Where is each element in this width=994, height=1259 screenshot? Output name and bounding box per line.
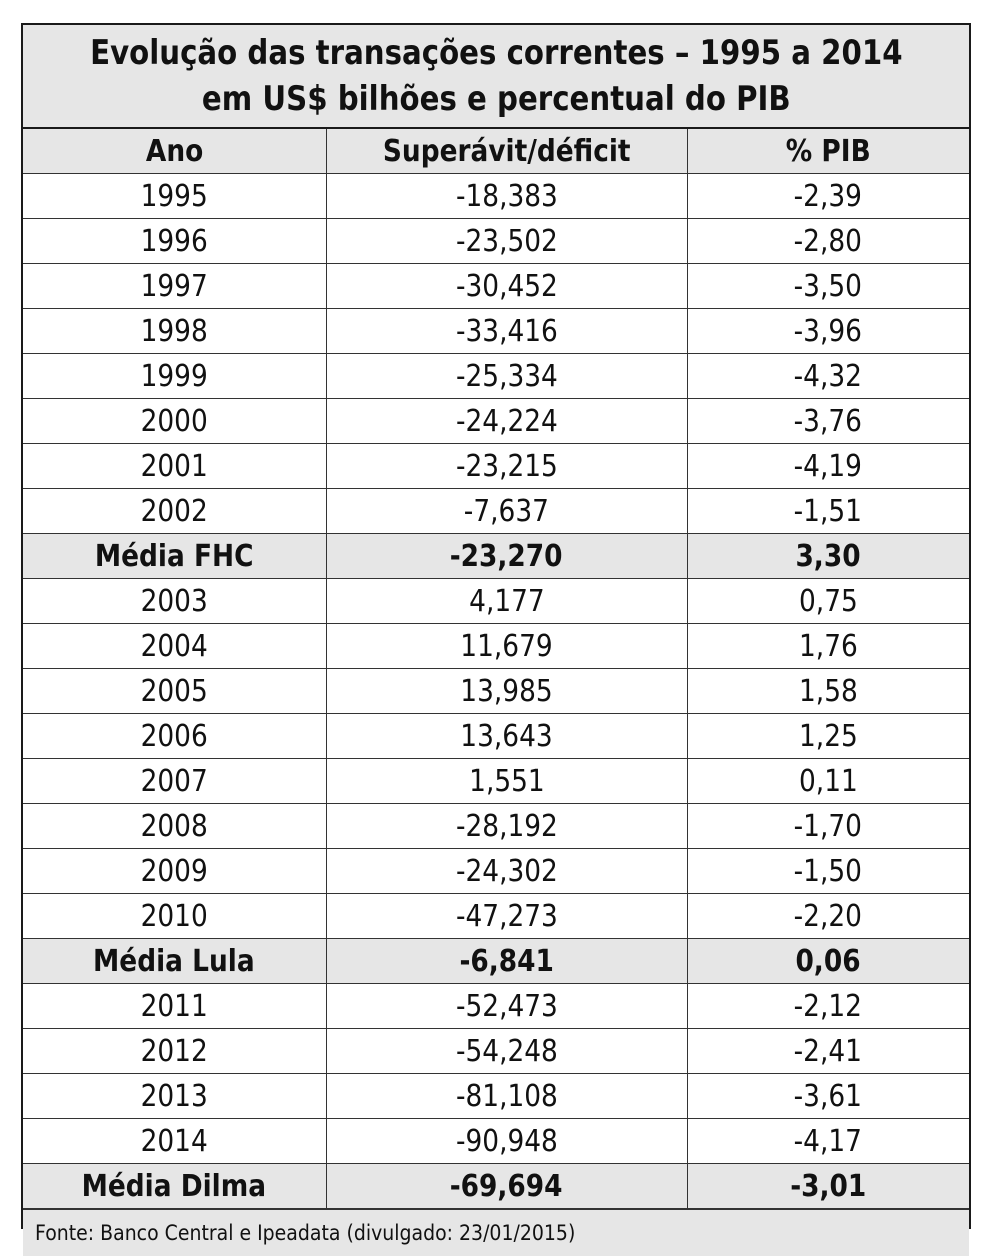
cell-balance: -24,224 [326, 399, 687, 444]
table-row [23, 219, 969, 264]
cell-balance: -23,502 [326, 219, 687, 264]
table-row [23, 579, 969, 624]
cell-balance: -18,383 [326, 174, 687, 219]
table-row [23, 309, 969, 354]
cell-balance: -69,694 [326, 1164, 687, 1209]
cell-year: 2008 [23, 804, 326, 849]
cell-balance: -47,273 [326, 894, 687, 939]
column-header-ano: Ano [23, 129, 326, 174]
cell-balance: -25,334 [326, 354, 687, 399]
cell-year: 2000 [23, 399, 326, 444]
cell-year: 1998 [23, 309, 326, 354]
cell-gdp-percent: 1,76 [687, 624, 969, 669]
cell-balance: -24,302 [326, 849, 687, 894]
cell-gdp-percent: -3,76 [687, 399, 969, 444]
table-row [23, 399, 969, 444]
cell-balance: -28,192 [326, 804, 687, 849]
cell-gdp-percent: -2,20 [687, 894, 969, 939]
cell-gdp-percent: -3,96 [687, 309, 969, 354]
average-row [23, 939, 969, 984]
table-row [23, 849, 969, 894]
column-header-pib: % PIB [687, 129, 969, 174]
cell-balance: -7,637 [326, 489, 687, 534]
cell-year: 1999 [23, 354, 326, 399]
cell-year: 2001 [23, 444, 326, 489]
cell-gdp-percent: -4,19 [687, 444, 969, 489]
cell-balance: 4,177 [326, 579, 687, 624]
cell-balance: 11,679 [326, 624, 687, 669]
table-title [23, 25, 969, 129]
cell-year: 2011 [23, 984, 326, 1029]
column-header-saldo: Superávit/déficit [326, 129, 687, 174]
cell-gdp-percent: -2,39 [687, 174, 969, 219]
cell-balance: 1,551 [326, 759, 687, 804]
cell-gdp-percent: -2,41 [687, 1029, 969, 1074]
cell-gdp-percent: -2,12 [687, 984, 969, 1029]
cell-year: Média Lula [23, 939, 326, 984]
cell-gdp-percent: 0,11 [687, 759, 969, 804]
table-row [23, 1074, 969, 1119]
cell-year: 1996 [23, 219, 326, 264]
cell-year: 2013 [23, 1074, 326, 1119]
cell-balance: -81,108 [326, 1074, 687, 1119]
table-row [23, 894, 969, 939]
cell-gdp-percent: -4,17 [687, 1119, 969, 1164]
cell-balance: -23,270 [326, 534, 687, 579]
cell-balance: 13,643 [326, 714, 687, 759]
cell-balance: 13,985 [326, 669, 687, 714]
average-row [23, 534, 969, 579]
cell-gdp-percent: 1,58 [687, 669, 969, 714]
data-table [23, 129, 969, 1209]
cell-balance: -52,473 [326, 984, 687, 1029]
table-row [23, 444, 969, 489]
table-frame [21, 23, 971, 1245]
cell-gdp-percent: -1,51 [687, 489, 969, 534]
cell-gdp-percent: -2,80 [687, 219, 969, 264]
cell-gdp-percent: 0,06 [687, 939, 969, 984]
cell-year: 2004 [23, 624, 326, 669]
cell-year: 2009 [23, 849, 326, 894]
header-row [23, 129, 969, 174]
table-row [23, 264, 969, 309]
cell-gdp-percent: 3,30 [687, 534, 969, 579]
cell-gdp-percent: -3,61 [687, 1074, 969, 1119]
cell-year: 2002 [23, 489, 326, 534]
table-row [23, 804, 969, 849]
cell-gdp-percent: -1,50 [687, 849, 969, 894]
table-row [23, 714, 969, 759]
cell-year: 2005 [23, 669, 326, 714]
cell-year: 1995 [23, 174, 326, 219]
cell-year: 2006 [23, 714, 326, 759]
cell-gdp-percent: 1,25 [687, 714, 969, 759]
title-line-2: em US$ bilhões e percentual do PIB [201, 79, 791, 119]
source-note: Fonte: Banco Central e Ipeadata (divulgado: 23/01/2015) [23, 1209, 969, 1256]
cell-year: 2003 [23, 579, 326, 624]
cell-gdp-percent: -4,32 [687, 354, 969, 399]
table-row [23, 489, 969, 534]
table-row [23, 174, 969, 219]
table-row [23, 759, 969, 804]
table-row [23, 1119, 969, 1164]
table-body [23, 174, 969, 1209]
cell-gdp-percent: -3,01 [687, 1164, 969, 1209]
cell-year: 2014 [23, 1119, 326, 1164]
cell-gdp-percent: -1,70 [687, 804, 969, 849]
table-row [23, 1029, 969, 1074]
cell-balance: -23,215 [326, 444, 687, 489]
cell-gdp-percent: 0,75 [687, 579, 969, 624]
cell-year: 2007 [23, 759, 326, 804]
cell-balance: -30,452 [326, 264, 687, 309]
cell-balance: -6,841 [326, 939, 687, 984]
cell-year: 2010 [23, 894, 326, 939]
title-line-1: Evolução das transações correntes – 1995 a 2014 [89, 33, 903, 73]
cell-year: 2012 [23, 1029, 326, 1074]
table-row [23, 624, 969, 669]
table-row [23, 669, 969, 714]
cell-balance: -33,416 [326, 309, 687, 354]
table-row [23, 354, 969, 399]
cell-year: Média Dilma [23, 1164, 326, 1209]
cell-balance: -90,948 [326, 1119, 687, 1164]
cell-balance: -54,248 [326, 1029, 687, 1074]
table-row [23, 984, 969, 1029]
cell-year: 1997 [23, 264, 326, 309]
average-row [23, 1164, 969, 1209]
cell-year: Média FHC [23, 534, 326, 579]
cell-gdp-percent: -3,50 [687, 264, 969, 309]
